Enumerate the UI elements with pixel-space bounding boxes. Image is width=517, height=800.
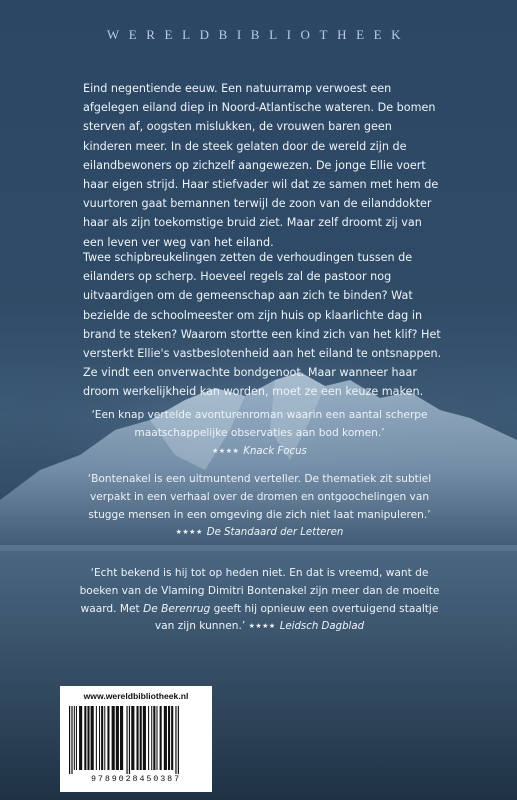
barcode-bar: [168, 706, 170, 770]
barcode-bar: [116, 706, 119, 770]
barcode-bar: [101, 706, 103, 770]
barcode-bar: [143, 706, 146, 770]
review-quote: [77, 407, 442, 460]
barcode-bar: [112, 706, 115, 770]
barcode-box: [60, 686, 212, 792]
barcode-bar: [74, 706, 75, 770]
publisher-url: www.wereldbibliotheek.nl: [83, 691, 189, 701]
barcode-bar: [96, 706, 97, 770]
review-quote: [77, 471, 442, 542]
barcode-bar: [104, 706, 105, 770]
barcode-bar: [140, 706, 142, 770]
barcode-bar: [175, 706, 176, 774]
blurb-paragraph: Eind negentiende eeuw. Een natuurramp verwoest een afgelegen eiland diep in Noord-Atlantische wateren. De bomen sterven af, oogsten mislukken, de vrouwen baren geen kinderen meer. In de steek gelaten door de wereld zijn de eilandbewoners op zichzelf aangewezen. De jonge Ellie voert haar eigen strijd. Haar stiefvader wil dat ze samen met hem de vuurtoren gaat bemannen terwijl de zoon van de eilanddokter haar als zijn toekomstige bruid ziet. Maar zelf droomt zij van een leven ver weg van het eiland.: [83, 82, 439, 249]
quote-text: ‘Bontenakel is een uitmuntend verteller. De thematiek zit subtiel verpakt in een verhaal over de dromen en ontgoochelingen van stugge mensen in een omgeving die zich niet laat manipuleren.’: [87, 473, 432, 521]
isbn-number: 9789028450387: [90, 774, 182, 784]
barcode-bar: [79, 706, 82, 770]
barcode-bar: [120, 706, 123, 770]
barcode-bar: [151, 706, 152, 770]
barcode-bar: [178, 706, 179, 774]
barcode-bar: [76, 706, 77, 770]
source-name: Knack Focus: [243, 445, 307, 457]
quote-text: geeft hij opnieuw een overtuigend staaltje van zijn kunnen.’: [154, 602, 439, 633]
barcode-bar: [84, 706, 86, 770]
barcode-bar: [129, 706, 130, 774]
quote-text: ‘Een knap vertelde avonturenroman waarin een aantal scherpe maatschappelijke observaties aan bod komen.’: [91, 409, 428, 439]
barcode-bar: [87, 706, 89, 770]
quote-source: [77, 443, 442, 461]
quote-source: [249, 621, 365, 632]
barcode-bar: [137, 706, 139, 770]
barcode-bar: [160, 706, 162, 770]
barcode-bar: [71, 706, 72, 774]
barcode-bar: [69, 706, 70, 774]
blurb-paragraph: Twee schipbreukelingen zetten de verhoudingen tussen de eilanders op scherp. Hoeveel regels zal de pastoor nog uitvaardigen om de gemeenschap aan zich te binden? Wat bezielde de schoolmeester om zijn huis op klaarlichte dag in brand te steken? Waarom stortte een kind zich van het klif? Het versterkt Ellie's vastbeslotenheid aan het eiland te ontsnappen. Ze vindt een onverwachte bondgenoot. Maar wanneer haar droom werkelijkheid kan worden, moet ze een keuze maken.: [83, 251, 442, 399]
barcode-bar: [126, 706, 127, 774]
barcode-bar: [99, 706, 100, 770]
source-name: Leidsch Dagblad: [279, 621, 365, 633]
rating-stars: ★★★★: [212, 446, 240, 455]
rating-stars: ★★★★: [175, 528, 203, 537]
quote-source: [77, 524, 442, 542]
source-name: De Standaard der Letteren: [206, 527, 344, 539]
barcode-bar: [156, 706, 157, 770]
rating-stars: ★★★★: [248, 622, 276, 631]
barcode-bar: [91, 706, 94, 770]
quote-text: ‘Echt bekend is hij tot op heden niet. En dat is vreemd, want de boeken van de Vlaming Dimitri Bontenakel zijn meer dan de moeite waard. Met: [79, 567, 440, 615]
publisher-name: WERELDBIBLIOTHEEK: [106, 27, 411, 42]
book-title: De Berenrug: [143, 602, 211, 615]
barcode-bar: [171, 706, 173, 770]
barcode-icon: [69, 706, 203, 774]
barcode-bar: [107, 706, 109, 770]
barcode-bar: [153, 706, 155, 770]
barcode-bar: [164, 706, 167, 770]
barcode-bar: [148, 706, 149, 770]
review-quote: [77, 565, 442, 636]
barcode-bar: [131, 706, 134, 770]
